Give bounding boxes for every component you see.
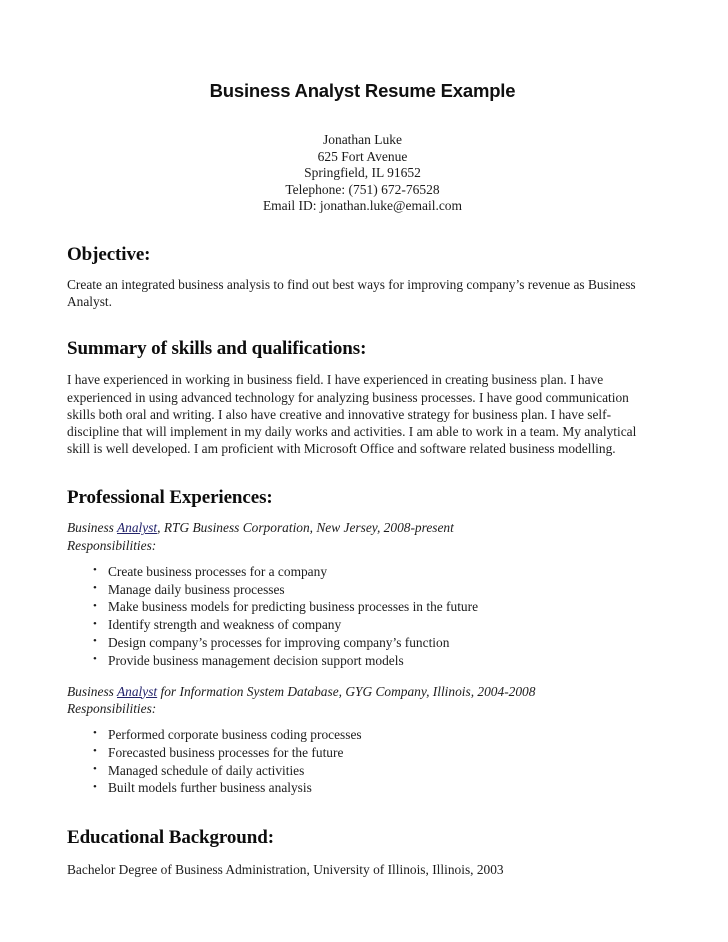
list-item: • Create business processes for a company xyxy=(67,563,658,581)
list-item: • Built models further business analysis xyxy=(67,779,658,797)
list-item: • Managed schedule of daily activities xyxy=(67,762,658,780)
contact-name: Jonathan Luke xyxy=(322,132,403,147)
section-heading-summary: Summary of skills and qualifications: xyxy=(67,338,367,360)
contact-telephone: Telephone: (751) 672-76528 xyxy=(285,181,440,197)
responsibilities-label-1: Responsibilities: xyxy=(67,537,157,553)
job-title-line-1 xyxy=(67,519,658,536)
experience-entry-1 xyxy=(67,519,658,669)
job-title-suffix-1: , RTG Business Corporation, New Jersey, 2008-present xyxy=(157,520,454,536)
list-item: • Design company’s processes for improving company’s function xyxy=(67,634,658,652)
list-item: • Manage daily business processes xyxy=(67,581,658,599)
responsibilities-list-1 xyxy=(67,563,658,670)
contact-email: Email ID: jonathan.luke@email.com xyxy=(262,198,463,214)
education-text: Bachelor Degree of Business Administration, University of Illinois, Illinois, 2003 xyxy=(67,862,504,878)
job-title-prefix-1: Business xyxy=(67,520,117,536)
responsibilities-label-2: Responsibilities: xyxy=(67,700,157,716)
job-title-suffix-2: for Information System Database, GYG Company, Illinois, 2004-2008 xyxy=(157,683,536,699)
section-heading-professional-experiences: Professional Experiences: xyxy=(67,487,273,509)
list-item: • Performed corporate business coding processes xyxy=(67,726,658,744)
contact-city-state-zip: Springfield, IL 91652 xyxy=(304,165,421,181)
contact-block xyxy=(67,132,658,215)
list-item: • Identify strength and weakness of company xyxy=(67,616,658,634)
contact-street: 625 Fort Avenue xyxy=(317,148,408,164)
job-title-link-2[interactable]: Analyst xyxy=(116,683,158,699)
list-item: • Forecasted business processes for the future xyxy=(67,744,658,762)
objective-text: Create an integrated business analysis to find out best ways for improving company’s revenue as Business Analyst. xyxy=(67,276,636,310)
job-title-link-1[interactable]: Analyst xyxy=(116,520,158,536)
section-heading-educational-background: Educational Background: xyxy=(67,827,274,849)
section-heading-objective: Objective: xyxy=(67,243,151,265)
list-item: • Make business models for predicting business processes in the future xyxy=(67,598,658,616)
job-title-line-2 xyxy=(67,683,658,700)
summary-text: I have experienced in working in business field. I have experienced in creating business plan. I have experienced in using advanced technology for analyzing business processes. I have good communication skills both oral and writing. I also have creative and innovative strategy for business plan. I have self-discipline that will implement in my daily works and activities. I am able to work in a team. My analytical skill is well developed. I am proficient with Microsoft Office and software related business modelling. xyxy=(67,372,637,457)
list-item: • Provide business management decision support models xyxy=(67,652,658,670)
experience-entry-2 xyxy=(67,683,658,798)
responsibilities-list-2 xyxy=(67,726,658,797)
page-title: Business Analyst Resume Example xyxy=(209,80,516,101)
job-title-prefix-2: Business xyxy=(67,683,117,699)
